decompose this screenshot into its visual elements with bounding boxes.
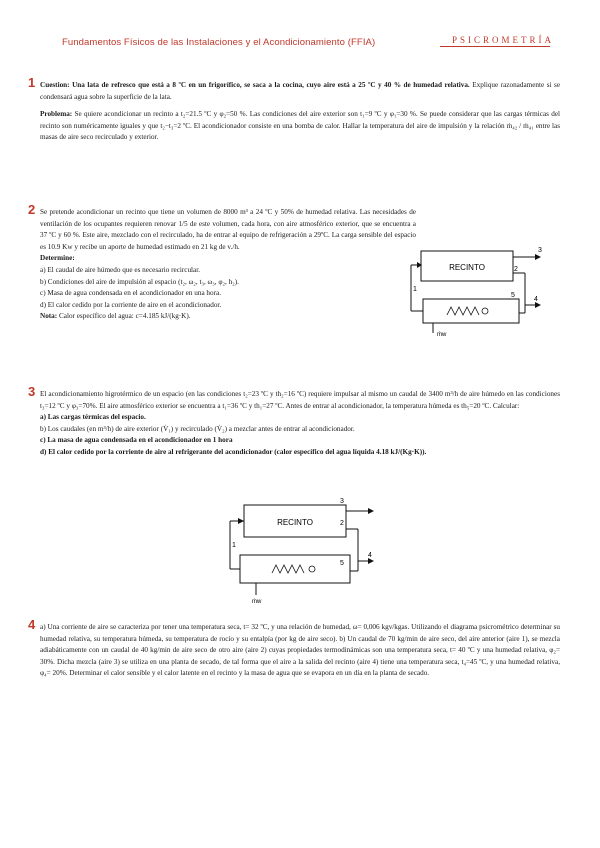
list-item: c) La masa de agua condensada en el acondicionador en 1 hora: [40, 436, 233, 445]
determine-label: Determine:: [40, 254, 75, 263]
cuestion-text-rest: Explique razonadamente si se condensará agua sobre la superficie de la lata.: [40, 81, 561, 101]
recinto-label: RECINTO: [449, 263, 485, 272]
list-item: b) Los caudales (en m³/h) de aire exterior (V̇₁) y recirculado (V̇₂) a mezclar antes de entrar al acondicionador.: [40, 424, 355, 433]
header-course-title: Fundamentos Físicos de las Instalaciones y el Acondicionamiento (FFIA): [62, 37, 376, 48]
header-topic: PSICROMETRÍA: [452, 35, 555, 45]
question-4-text: a) Una corriente de aire se caracteriza por tener una temperatura seca, t= 32 ºC, y una relación de humedad, ω= 0,006 kgv/kgas. Utilizando el diagrama psicrométrico determinar su humedad relativa, su temperatura húmeda, su temperatura de rocío y su entalpía (por kg de aire seco). b) Un caudal de 70 kg/min de aire seco, del aire anterior (aire 1), se mezcla adiabáticamente con un caudal de 40 kg/min de aire seco de otro aire (aire 2) cuyas propiedades termodinámicas son una temperatura seca, t= 40 ºC y una humedad relativa, φ₂= 30%. Dicha mezcla (aire 3) se utiliza en una planta de secado, de tal forma que el aire a la salida del recinto (aire 4) tiene una temperatura seca, t₄=45 ºC, y una humedad relativa, φ₄= 20%. Determinar el calor sensible y el calor latente en el recinto y la masa de agua que se evapora en un día en la planta de secado.: [40, 623, 560, 678]
list-item: c) Masa de agua condensada en el acondicionador en una hora.: [40, 289, 222, 298]
nota-label: Nota:: [40, 312, 58, 321]
cuestion-text: Una lata de refresco que está a 8 ºC en un frigorífico, se saca a la cocina, cuyo aire está a 25 ºC y 40 % de humedad relativa.: [72, 81, 470, 89]
question-number: 1: [28, 75, 36, 90]
nota-text: Calor específico del agua: c=4.185 kJ/(kg·K).: [58, 312, 191, 321]
recinto-label: RECINTO: [277, 518, 313, 527]
question-2-intro: Se pretende acondicionar un recinto que tiene un volumen de 8000 m³ a 24 ºC y 50% de humedad relativa. Las necesidades de ventilación de los ocupantes requieren renovar 1/5 de este volumen, cada hora, con aire atmosférico exterior, que se encuentra a 37 ºC y 60 %. Este aire, mezclado con el recirculado, ha de entrar al equipo de refrigeración a 29ºC. La carga sensible del espacio es 10.9 Kw y recibe un aporte de humedad estimado en 21 kg de v./h.: [40, 208, 416, 251]
condensate-label: ṁw: [252, 599, 262, 605]
question-number: 4: [28, 617, 36, 632]
conditioner-box: [240, 555, 350, 583]
stream-5-label: 5: [511, 292, 515, 299]
stream-4-label: 4: [368, 552, 372, 559]
stream-1-label: 1: [232, 542, 236, 549]
question-1: [28, 75, 561, 144]
header-rule: [440, 46, 550, 47]
stream-3-label: 3: [340, 498, 344, 505]
cuestion-label: Cuestion:: [40, 81, 70, 89]
question-number: 3: [28, 384, 36, 399]
list-item: d) El calor cedido por la corriente de aire en el acondicionador.: [40, 300, 222, 309]
list-item: d) El calor cedido por la corriente de aire al refrigerante del acondicionador (calor específico del agua líquida 4.18 kJ/(Kg·K)).: [40, 447, 427, 456]
conditioner-box: [423, 299, 519, 323]
hvac-diagram-3: [222, 495, 382, 607]
question-3-intro: El acondicionamiento higrotérmico de un espacio (en las condiciones t₂=23 ºC y th₂=16 ºC) requiere impulsar al mismo un caudal de 3400 m³/h de aire húmedo en las condiciones t₃=12 ºC y φ₃=70%. El aire atmosférico exterior se encuentra a t₁=36 ºC y th₁=27 ºC. Antes de entrar al acondicionador, la temperatura húmeda es th₅=20 ºC. Calcular:: [40, 390, 560, 410]
stream-4-label: 4: [534, 296, 538, 303]
hvac-diagram-2: [403, 243, 553, 343]
problema-label: Problema:: [40, 110, 73, 119]
list-item: b) Condiciones del aire de impulsión al espacio (t₂, ω₂, t₃, ω₃, φ₂, h₂).: [40, 277, 239, 286]
question-4: [28, 617, 560, 680]
question-number: 2: [28, 202, 36, 217]
list-item: a) Las cargas térmicas del espacio.: [40, 413, 146, 422]
stream-5-label: 5: [340, 560, 344, 567]
condensate-label: ṁw: [437, 332, 447, 338]
problema-paragraph: [40, 109, 560, 144]
stream-3-label: 3: [538, 247, 542, 254]
stream-1-label: 1: [413, 286, 417, 293]
cuestion-paragraph: [40, 80, 560, 103]
stream-2-label: 2: [514, 266, 518, 273]
problema-text: Se quiere acondicionar un recinto a t₂=21.5 ºC y φ₂=50 %. Las condiciones del aire exterior son t₁=9 ºC y φ₁=30 %. Se puede considerar que las cargas térmicas del recinto son numéricamente iguales y que t₂−t₃=2 ºC. El acondicionador consiste en una bomba de calor. Hallar la temperatura del aire de impulsión y la relación ṁ₄₂ / ṁ₄₁ entre las masas de aire seco recirculado y exterior.: [40, 110, 561, 142]
list-item: a) El caudal de aire húmedo que es necesario recircular.: [40, 265, 201, 274]
question-3: [28, 384, 560, 459]
stream-2-label: 2: [340, 520, 344, 527]
